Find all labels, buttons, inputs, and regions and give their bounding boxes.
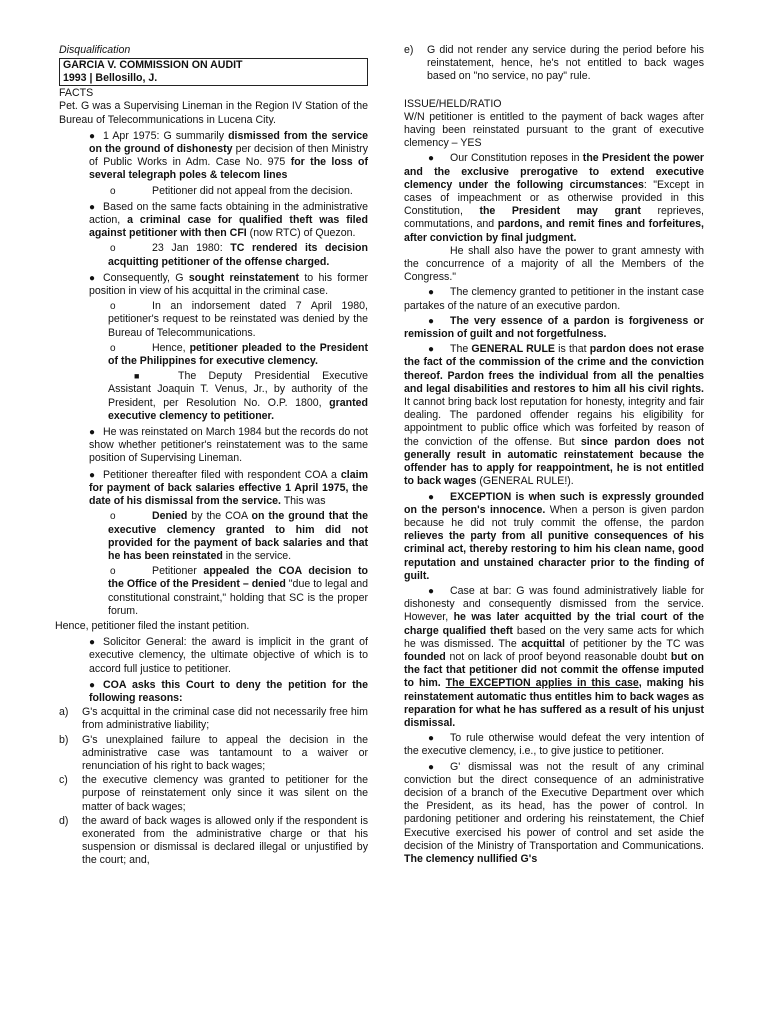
circle-bullet-icon: o [110, 566, 116, 578]
bullet-icon: ● [89, 637, 96, 649]
facts-intro: Pet. G was a Supervising Lineman in the Region IV Station of the Bureau of Telecommunications in Lucena City. [59, 100, 368, 126]
constitution-quote-cont: He shall also have the power to grant amnesty with the concurrence of a majority of all the Members of the Congress." [404, 244, 704, 284]
bullet-icon: ● [89, 201, 96, 213]
case-year-ponente: 1993 | Bellosillo, J. [63, 72, 158, 85]
list-item: ● Petitioner thereafter filed with respondent COA a claim for payment of back salaries effective 1 April 1975, the date of his dismissal from the service. This was [89, 468, 368, 508]
list-item: d) the award of back wages is allowed only if the respondent is exonerated from the administrative charge or that his suspension or dismissal is declared illegal or unjustified by the court; and, [59, 814, 368, 867]
circle-bullet-icon: o [110, 243, 116, 255]
circle-bullet-icon: o [110, 511, 116, 523]
bullet-icon: ● [428, 315, 435, 327]
issue-label: ISSUE/HELD/RATIO [404, 97, 502, 110]
list-item: ● He was reinstated on March 1984 but the records do not show whether petitioner's reinstatement was to the same position of Supervising Lineman. [89, 426, 368, 465]
circle-bullet-icon: o [110, 185, 116, 197]
bullet-icon: ● [89, 130, 96, 142]
category-label: Disqualification [59, 44, 131, 56]
list-item: ● Case at bar: G was found administratively liable for dishonesty and consequently dismissed from the service. However, he was later acquitted by the trial court of the charge qualified theft based on the very same acts for which he was dismissed. The acquittal of petitioner by the TC was founded not on lack of proof beyond reasonable doubt but on the fact that petitioner did not commit the offense imputed to him. The EXCEPTION applies in this case, making his reinstatement automatic thus entitles him to back wages as reparation for what he has suffered as a result of his unjust dismissal. [404, 584, 705, 729]
list-item: ● To rule otherwise would defeat the very intention of the executive clemency, i.e., to give justice to petitioner. [404, 732, 704, 758]
list-item: ● Our Constitution reposes in the President the power and the exclusive prerogative to extend executive clemency under the following circumstances: "Except in cases of impeachment or as otherwise provided in this Constitution, the President may grant reprieves, commutations, and pardons, and remit fines and forfeitures, after conviction by final judgment. [404, 152, 704, 244]
circle-bullet-icon: o [110, 342, 116, 354]
reasons-list [59, 706, 368, 867]
list-item: ● G' dismissal was not the result of any criminal conviction but the direct consequence of an administrative decision of a branch of the Executive Department over which the President, as its head, has the power of control. In pardoning petitioner and ordering his reinstatement, the Chief Executive exercised his power of control and set aside the decision of the Ministry of Transportation and Communications. The clemency nullified G's [404, 760, 704, 865]
list-item: ● Solicitor General: the award is implicit in the grant of executive clemency, the ultimate objective of which is to accord full justice to petitioner. [89, 636, 368, 675]
list-item: ● The very essence of a pardon is forgiveness or remission of guilt and not forgetfulness. [404, 314, 704, 341]
list-item: c) the executive clemency was granted to petitioner for the purpose of reinstatement only since it was silent on the matter of back wages; [59, 774, 368, 813]
bullet-icon: ● [428, 585, 435, 597]
list-item: ● The GENERAL RULE is that pardon does not erase the fact of the commission of the crime and the conviction thereof. Pardon frees the individual from all the penalties and legal disabilities and restores to him all his civil rights. It cannot bring back lost reputation for honesty, integrity and fair dealing. The pardoned offender regains his eligibility for appointment to public office which was forfeited by reason of the conviction of the offense. But since pardon does not generally result in automatic reinstatement because the offender has to apply for reappointment, he is not entitled to back wages (GENERAL RULE!). [404, 343, 704, 488]
right-column [404, 44, 704, 866]
list-item: ● COA asks this Court to deny the petition for the following reasons: [89, 678, 368, 704]
list-item: ● Consequently, G sought reinstatement to his former position in view of his acquittal in the criminal case. [89, 271, 368, 298]
list-item: o In an indorsement dated 7 April 1980, petitioner's request to be reinstated was denied by the Bureau of Telecommunications. [108, 300, 368, 339]
hence-paragraph: Hence, petitioner filed the instant petition. [55, 619, 250, 632]
bullet-icon: ● [89, 272, 96, 284]
list-item: ● EXCEPTION is when such is expressly grounded on the person's innocence. When a person is given pardon because he did not truly commit the offense, the pardon relieves the party from all punitive consequences of his criminal act, thereby restoring to him his clean name, good reputation and unstained character prior to the finding of guilt. [404, 490, 704, 582]
list-item: o Petitioner did not appeal from the decision. [110, 184, 353, 197]
case-title: GARCIA V. COMMISSION ON AUDIT [63, 59, 243, 72]
bullet-icon: ● [428, 344, 435, 356]
list-item: o 23 Jan 1980: TC rendered its decision acquitting petitioner of the offense charged. [108, 242, 368, 268]
bullet-icon: ● [428, 491, 435, 503]
square-bullet-icon: ■ [134, 371, 140, 382]
list-item: o Denied by the COA on the ground that the executive clemency granted to him did not provided for the payment of back salaries and that he has been reinstated in the service. [108, 510, 368, 562]
list-item: ● Based on the same facts obtaining in the administrative action, a criminal case for qualified theft was filed against petitioner with then CFI (now RTC) of Quezon. [89, 200, 368, 240]
bullet-icon: ● [428, 153, 435, 165]
list-item: ● The clemency granted to petitioner in the instant case partakes of the nature of an executive pardon. [404, 286, 704, 312]
list-item: o Petitioner appealed the COA decision to the Office of the President – denied "due to legal and constitutional constraint," holding that SC is the proper forum. [108, 565, 368, 617]
bullet-icon: ● [89, 427, 96, 439]
facts-label: FACTS [59, 87, 94, 100]
issue-statement: W/N petitioner is entitled to the payment of back wages after having been reinstated pursuant to the grant of executive clemency – YES [404, 110, 704, 150]
bullet-icon: ● [428, 287, 435, 299]
list-item: ■ The Deputy Presidential Executive Assistant Joaquin T. Venus, Jr., by authority of the President, per Resolution No. O.P. 1800, granted executive clemency to petitioner. [108, 370, 368, 422]
list-item: e) G did not render any service during the period before his reinstatement, hence, he's not entitled to back wages based on "no service, no pay" rule. [404, 44, 704, 83]
list-item: b) G's unexplained failure to appeal the decision in the administrative case was tantamount to a waiver or renunciation of his right to back wages; [59, 733, 368, 772]
list-item: a) G's acquittal in the criminal case did not necessarily free him from administrative liability; [59, 706, 368, 732]
bullet-icon: ● [89, 679, 96, 691]
bullet-icon: ● [428, 761, 435, 773]
bullet-icon: ● [89, 469, 96, 481]
circle-bullet-icon: o [110, 301, 116, 313]
bullet-icon: ● [428, 733, 435, 745]
list-item: o Hence, petitioner pleaded to the President of the Philippines for executive clemency. [108, 341, 368, 368]
left-column [55, 44, 368, 868]
list-item: ● 1 Apr 1975: G summarily dismissed from the service on the ground of dishonesty per decision of then Ministry of Public Works in Adm. Case No. 975 for the loss of several telegraph poles & telecom lines [89, 129, 368, 182]
case-title-box [59, 58, 368, 86]
